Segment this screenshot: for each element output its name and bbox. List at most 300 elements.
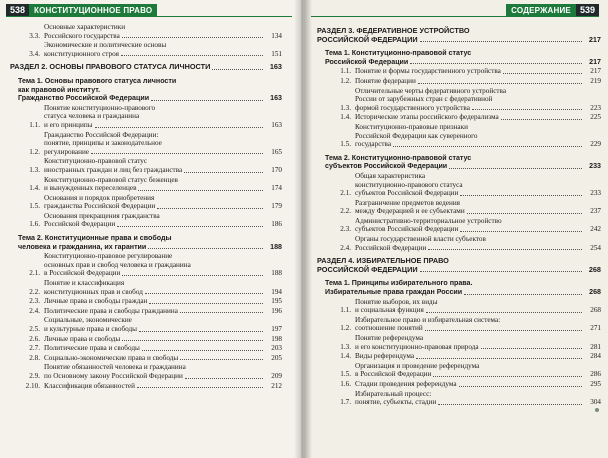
toc-page-number: 195 bbox=[271, 297, 282, 306]
toc-entry-line-text: Российской Федерации bbox=[44, 220, 116, 229]
toc-dot-leader bbox=[459, 386, 582, 387]
toc-entry-line-text: Политические права и свободы гражданина bbox=[44, 306, 178, 315]
toc-entry-line bbox=[44, 363, 282, 372]
toc-page-number: 225 bbox=[590, 113, 601, 122]
toc-dot-leader bbox=[212, 69, 263, 70]
toc-page-number: 170 bbox=[271, 165, 282, 174]
toc-page-number: 179 bbox=[271, 202, 282, 211]
toc-entry-line-text: и его принципы bbox=[44, 120, 93, 129]
toc-entry-title bbox=[355, 334, 601, 351]
toc-dot-leader bbox=[122, 340, 263, 341]
toc-entry-line-text: Организация и проведение референдума bbox=[355, 361, 480, 370]
toc-entry-number: 2.10. bbox=[25, 381, 40, 390]
toc-entry-line bbox=[44, 194, 282, 203]
toc-page-number: 134 bbox=[271, 31, 282, 40]
toc-entry-number: 1.2. bbox=[29, 147, 40, 156]
toc-entry-line-text: Понятие федерации bbox=[355, 76, 416, 85]
toc-entry-line-text: Основания прекращения гражданства bbox=[44, 211, 160, 220]
toc-dot-leader bbox=[122, 275, 263, 276]
toc-entry-line bbox=[355, 324, 601, 333]
toc-entry-title bbox=[44, 104, 282, 130]
toc-page-number: 186 bbox=[271, 220, 282, 229]
toc-entry-line bbox=[44, 184, 282, 193]
toc-entry-line-text: Общая характеристика bbox=[355, 171, 426, 180]
toc-dot-leader bbox=[138, 190, 263, 191]
toc-entry-number: 1.6. bbox=[340, 379, 351, 388]
right-running-header bbox=[311, 4, 599, 17]
toc-entry-line-text: Российской Федерации bbox=[325, 57, 409, 66]
toc-dot-leader bbox=[180, 359, 263, 360]
toc-entry-topic bbox=[317, 279, 601, 296]
toc-dot-leader bbox=[185, 378, 263, 379]
toc-entry-line bbox=[44, 202, 282, 211]
toc-entry-item bbox=[10, 382, 282, 391]
toc-entry-line-text: субъектов Российской Федерации bbox=[355, 189, 459, 198]
toc-entry-title bbox=[44, 157, 282, 174]
toc-entry-line bbox=[355, 298, 601, 307]
toc-entry-line-text: РАЗДЕЛ 2. ОСНОВЫ ПРАВОВОГО СТАТУСА ЛИЧНОСТИ bbox=[10, 62, 211, 72]
toc-entry-title bbox=[44, 23, 282, 40]
toc-page-number: 219 bbox=[590, 76, 601, 85]
toc-entry-number: 1.5. bbox=[29, 202, 40, 211]
left-table-of-contents bbox=[10, 22, 282, 390]
toc-entry-item bbox=[10, 176, 282, 193]
toc-entry-line bbox=[44, 131, 282, 140]
toc-entry-item bbox=[317, 362, 601, 379]
toc-entry-line bbox=[44, 121, 282, 130]
toc-entry-item bbox=[317, 380, 601, 389]
toc-entry-line-text: понятие, принципы и законодательное bbox=[44, 139, 162, 148]
toc-entry-item bbox=[10, 354, 282, 363]
toc-entry-number: 1.7. bbox=[340, 398, 351, 407]
toc-entry-item bbox=[317, 235, 601, 252]
toc-entry-title bbox=[317, 279, 601, 296]
toc-entry-number: 1.2. bbox=[340, 324, 351, 333]
toc-entry-line-text: конституционных прав и свобод bbox=[44, 287, 143, 296]
toc-entry-title bbox=[355, 390, 601, 407]
toc-entry-line bbox=[355, 244, 601, 253]
toc-entry-title bbox=[44, 279, 282, 296]
toc-entry-title bbox=[44, 41, 282, 58]
toc-entry-number: 1.3. bbox=[340, 103, 351, 112]
toc-entry-line-text: Классификация обязанностей bbox=[44, 381, 135, 390]
toc-entry-line bbox=[18, 243, 282, 252]
toc-dot-leader bbox=[501, 119, 582, 120]
toc-entry-line-text: гражданства Российской Федерации bbox=[44, 202, 156, 211]
toc-page-number: 304 bbox=[590, 398, 601, 407]
toc-entry-line bbox=[44, 316, 282, 325]
toc-entry-topic bbox=[317, 154, 601, 171]
toc-page-number: 237 bbox=[590, 207, 601, 216]
toc-entry-line bbox=[44, 261, 282, 270]
toc-entry-line-text: формой государственного устройства bbox=[355, 103, 470, 112]
toc-entry-title bbox=[44, 316, 282, 333]
toc-entry-line-text: Отличительные черты федеративного устройства bbox=[355, 86, 507, 95]
toc-entry-line bbox=[325, 58, 601, 67]
toc-page-number: 174 bbox=[271, 184, 282, 193]
toc-entry-number: 3.3. bbox=[29, 31, 40, 40]
toc-entry-line-text: Стадии проведения референдума bbox=[355, 379, 457, 388]
toc-entry-number: 2.4. bbox=[340, 243, 351, 252]
toc-dot-leader bbox=[91, 153, 263, 154]
toc-entry-line-text: Социально-экономические права и свободы bbox=[44, 353, 179, 362]
toc-dot-leader bbox=[438, 404, 582, 405]
toc-entry-title bbox=[44, 307, 282, 316]
toc-entry-line-text: Административно-территориальное устройство bbox=[355, 216, 502, 225]
toc-entry-title bbox=[355, 298, 601, 315]
right-header-title: СОДЕРЖАНИЕ bbox=[506, 4, 576, 16]
toc-entry-line bbox=[325, 162, 601, 171]
toc-entry-item bbox=[10, 297, 282, 306]
toc-entry-line-text: Тема 2. Конституционные права и свободы bbox=[18, 234, 172, 243]
toc-entry-line-text: как правовой институт. bbox=[18, 85, 101, 94]
toc-dot-leader bbox=[460, 231, 582, 232]
toc-entry-line-text: РОССИЙСКОЙ ФЕДЕРАЦИИ bbox=[317, 264, 418, 274]
toc-page-number: 242 bbox=[590, 225, 601, 234]
toc-dot-leader bbox=[449, 168, 582, 169]
toc-page-number: 165 bbox=[271, 147, 282, 156]
left-page-number: 538 bbox=[6, 4, 29, 16]
toc-entry-number: 2.3. bbox=[29, 297, 40, 306]
toc-entry-line bbox=[44, 325, 282, 334]
toc-page-number: 217 bbox=[589, 57, 601, 66]
toc-entry-line bbox=[18, 234, 282, 243]
toc-entry-line-text: Основания и порядок приобретения bbox=[44, 193, 155, 202]
toc-page-number: 205 bbox=[271, 353, 282, 362]
toc-entry-line-text: государства bbox=[355, 140, 392, 149]
toc-entry-line-text: соотношение понятий bbox=[355, 324, 423, 333]
toc-entry-title bbox=[44, 363, 282, 380]
toc-dot-leader bbox=[426, 312, 582, 313]
toc-dot-leader bbox=[472, 109, 582, 110]
toc-entry-title bbox=[355, 352, 601, 361]
toc-entry-line-text: Тема 1. Принципы избирательного права. bbox=[325, 279, 473, 288]
toc-entry-line-text: Конституционно-правовое регулирование bbox=[44, 252, 173, 261]
book-gutter-shadow bbox=[294, 0, 312, 458]
toc-entry-line-text: Тема 1. Конституционно-правовой статус bbox=[325, 49, 472, 58]
toc-entry-title bbox=[355, 77, 601, 86]
toc-entry-line-text: и вынужденных переселенцев bbox=[44, 184, 137, 193]
toc-page-number: 217 bbox=[588, 34, 601, 44]
toc-entry-item bbox=[10, 363, 282, 380]
toc-entry-line-text: Избирательный процесс: bbox=[355, 389, 432, 398]
toc-entry-line bbox=[44, 157, 282, 166]
toc-entry-line-text: в Российской Федерации bbox=[355, 370, 432, 379]
toc-entry-line bbox=[355, 316, 601, 325]
toc-entry-line-text: Гражданство Российской Федерации: bbox=[44, 130, 159, 139]
toc-page-number: 209 bbox=[271, 371, 282, 380]
toc-page-number: 271 bbox=[590, 324, 601, 333]
toc-entry-line-text: Органы государственной власти субъектов bbox=[355, 235, 486, 244]
toc-entry-line-text: по Основному закону Российской Федерации bbox=[44, 371, 183, 380]
toc-page-number: 196 bbox=[271, 306, 282, 315]
toc-dot-leader bbox=[393, 146, 582, 147]
toc-entry-line-text: РАЗДЕЛ 3. ФЕДЕРАТИВНОЕ УСТРОЙСТВО bbox=[317, 26, 470, 35]
toc-entry-line bbox=[317, 36, 601, 45]
toc-entry-topic bbox=[317, 49, 601, 66]
toc-entry-line-text: Основные характеристики bbox=[44, 23, 126, 31]
toc-entry-title bbox=[355, 123, 601, 149]
toc-dot-leader bbox=[410, 63, 582, 64]
toc-entry-line bbox=[44, 344, 282, 353]
toc-entry-line-text: субъектов Российской Федерации bbox=[355, 225, 459, 234]
toc-entry-item bbox=[10, 194, 282, 211]
toc-entry-line bbox=[355, 306, 601, 315]
toc-page-number: 163 bbox=[270, 94, 282, 103]
left-running-header bbox=[6, 4, 292, 17]
toc-entry-line-text: Российской Федерации как суверенного bbox=[355, 131, 478, 140]
toc-entry-title bbox=[355, 172, 601, 198]
toc-entry-title bbox=[44, 297, 282, 306]
toc-entry-number: 2.2. bbox=[29, 287, 40, 296]
toc-entry-number: 2.1. bbox=[340, 189, 351, 198]
toc-entry-item bbox=[317, 316, 601, 333]
toc-entry-line-text: Понятие обязанностей человека и гражданина bbox=[44, 363, 186, 372]
toc-entry-line-text: Понятие референдума bbox=[355, 334, 424, 342]
toc-entry-item bbox=[317, 77, 601, 86]
toc-entry-item bbox=[317, 334, 601, 351]
toc-entry-line bbox=[355, 370, 601, 379]
toc-entry-line-text: и культурные права и свободы bbox=[44, 325, 138, 333]
toc-page-number: 188 bbox=[271, 269, 282, 278]
toc-entry-line bbox=[44, 252, 282, 261]
toc-entry-line-text: Исторические этапы российского федерализма bbox=[355, 113, 499, 122]
page-spot-mark bbox=[595, 408, 599, 412]
toc-entry-number: 1.1. bbox=[340, 67, 351, 76]
toc-entry-sec bbox=[317, 257, 601, 274]
toc-entry-title bbox=[44, 335, 282, 344]
toc-dot-leader bbox=[122, 37, 263, 38]
toc-dot-leader bbox=[503, 73, 582, 74]
toc-entry-item bbox=[10, 307, 282, 316]
toc-entry-line-text: Личные права и свободы bbox=[44, 334, 121, 343]
toc-entry-line bbox=[44, 354, 282, 363]
toc-entry-line-text: Российской Федерации bbox=[355, 243, 427, 252]
toc-entry-line-text: Понятие и формы государственного устройства bbox=[355, 67, 501, 76]
toc-entry-title bbox=[10, 63, 282, 72]
toc-page-number: 233 bbox=[590, 189, 601, 198]
toc-entry-number: 1.5. bbox=[340, 370, 351, 379]
toc-entry-line-text: Избирательное право и избирательная система: bbox=[355, 315, 501, 324]
toc-entry-line-text: человека и гражданина, их гарантии bbox=[18, 242, 147, 251]
toc-entry-line bbox=[44, 32, 282, 41]
toc-entry-title bbox=[355, 87, 601, 113]
toc-entry-title bbox=[317, 257, 601, 274]
toc-entry-number: 1.4. bbox=[340, 352, 351, 361]
toc-entry-line bbox=[355, 390, 601, 399]
toc-entry-line-text: между Федерацией и ее субъектами bbox=[355, 207, 465, 216]
toc-entry-title bbox=[44, 131, 282, 157]
toc-entry-item bbox=[10, 252, 282, 278]
toc-dot-leader bbox=[481, 348, 582, 349]
toc-page-number: 163 bbox=[269, 62, 282, 72]
toc-entry-line bbox=[355, 352, 601, 361]
toc-entry-number: 2.8. bbox=[29, 353, 40, 362]
toc-entry-number: 2.5. bbox=[29, 325, 40, 333]
toc-entry-number: 1.1. bbox=[340, 306, 351, 315]
toc-page-number: 197 bbox=[271, 325, 282, 333]
toc-entry-number: 1.3. bbox=[340, 342, 351, 351]
toc-dot-leader bbox=[95, 127, 264, 128]
toc-dot-leader bbox=[420, 41, 582, 42]
toc-entry-number: 1.4. bbox=[340, 113, 351, 122]
toc-entry-line-text: в Российской Федерации bbox=[44, 269, 121, 278]
toc-entry-line bbox=[325, 154, 601, 163]
toc-entry-title bbox=[44, 344, 282, 353]
toc-dot-leader bbox=[428, 249, 582, 250]
toc-entry-line bbox=[355, 199, 601, 208]
toc-entry-title bbox=[44, 382, 282, 391]
toc-entry-number: 3.4. bbox=[29, 49, 40, 58]
toc-page-number: 223 bbox=[590, 103, 601, 112]
toc-entry-title bbox=[355, 67, 601, 76]
toc-entry-line-text: Разграничение предметов ведения bbox=[355, 198, 460, 207]
toc-entry-number: 1.4. bbox=[29, 184, 40, 193]
toc-page-number: 163 bbox=[271, 120, 282, 129]
toc-dot-leader bbox=[184, 172, 263, 173]
toc-page-number: 286 bbox=[590, 370, 601, 379]
toc-entry-item bbox=[317, 123, 601, 149]
toc-entry-item bbox=[317, 217, 601, 234]
toc-entry-item bbox=[10, 157, 282, 174]
toc-entry-number: 2.6. bbox=[29, 334, 40, 343]
toc-page-number: 295 bbox=[590, 379, 601, 388]
toc-entry-item bbox=[317, 67, 601, 76]
toc-entry-line-text: Экономические и политические основы bbox=[44, 41, 167, 50]
toc-entry-line-text: Гражданство Российской Федерации bbox=[18, 94, 150, 103]
toc-entry-line bbox=[355, 95, 601, 104]
toc-entry-line bbox=[355, 189, 601, 198]
toc-dot-leader bbox=[117, 226, 263, 227]
toc-entry-item bbox=[10, 131, 282, 157]
toc-entry-line bbox=[44, 288, 282, 297]
toc-entry-line bbox=[18, 94, 282, 103]
toc-entry-item bbox=[317, 298, 601, 315]
toc-page-number: 233 bbox=[589, 162, 601, 171]
toc-dot-leader bbox=[416, 358, 582, 359]
toc-entry-title bbox=[44, 212, 282, 229]
toc-entry-number: 2.1. bbox=[29, 269, 40, 278]
toc-entry-line bbox=[44, 212, 282, 221]
toc-dot-leader bbox=[142, 350, 263, 351]
toc-entry-title bbox=[44, 354, 282, 363]
toc-entry-title bbox=[355, 316, 601, 333]
toc-entry-line bbox=[44, 166, 282, 175]
toc-page-number: 212 bbox=[271, 381, 282, 390]
toc-entry-line bbox=[44, 307, 282, 316]
toc-entry-line-text: регулирование bbox=[44, 147, 90, 156]
toc-page-number: 203 bbox=[271, 344, 282, 353]
toc-entry-title bbox=[355, 235, 601, 252]
toc-entry-number: 1.6. bbox=[29, 220, 40, 229]
toc-entry-line bbox=[355, 104, 601, 113]
toc-entry-line bbox=[355, 380, 601, 389]
left-page bbox=[0, 0, 301, 458]
toc-dot-leader bbox=[433, 376, 582, 377]
toc-entry-line bbox=[355, 123, 601, 132]
toc-entry-title bbox=[317, 154, 601, 171]
toc-entry-item bbox=[10, 41, 282, 58]
toc-entry-line bbox=[325, 288, 601, 297]
toc-entry-line bbox=[44, 41, 282, 50]
toc-entry-line-text: иностранных граждан и лиц без гражданства bbox=[44, 165, 183, 174]
toc-entry-number: 1.5. bbox=[340, 140, 351, 149]
toc-entry-line bbox=[355, 132, 601, 141]
toc-entry-line bbox=[18, 86, 282, 95]
toc-entry-line bbox=[44, 148, 282, 157]
toc-dot-leader bbox=[180, 312, 263, 313]
toc-page-number: 229 bbox=[590, 140, 601, 149]
toc-entry-line bbox=[18, 77, 282, 86]
toc-entry-line bbox=[44, 139, 282, 148]
toc-entry-title bbox=[355, 199, 601, 216]
toc-entry-line-text: Тема 2. Конституционно-правовой статус bbox=[325, 153, 472, 162]
toc-entry-number: 1.1. bbox=[29, 120, 40, 129]
toc-entry-line-text: конституционного строя bbox=[44, 49, 119, 58]
toc-entry-line-text: Понятие выборов, их виды bbox=[355, 297, 438, 306]
toc-entry-number: 2.9. bbox=[29, 371, 40, 380]
toc-entry-line-text: конституционно-правового статуса bbox=[355, 180, 463, 189]
toc-entry-line bbox=[325, 49, 601, 58]
toc-entry-line bbox=[44, 104, 282, 113]
toc-entry-line bbox=[44, 297, 282, 306]
toc-entry-line-text: РАЗДЕЛ 4. ИЗБИРАТЕЛЬНОЕ ПРАВО bbox=[317, 256, 449, 266]
toc-entry-line bbox=[355, 334, 601, 343]
toc-entry-line bbox=[355, 113, 601, 122]
toc-entry-title bbox=[317, 49, 601, 66]
toc-entry-sec bbox=[317, 27, 601, 44]
toc-entry-title bbox=[355, 362, 601, 379]
toc-entry-line bbox=[44, 279, 282, 288]
toc-entry-line-text: Понятие и классификация bbox=[44, 279, 125, 288]
toc-entry-item bbox=[10, 335, 282, 344]
toc-entry-item bbox=[10, 23, 282, 40]
toc-entry-line-text: основных прав и свобод человека и гражданина bbox=[44, 260, 191, 269]
left-header-title: КОНСТИТУЦИОННОЕ ПРАВО bbox=[29, 4, 157, 16]
toc-page-number: 188 bbox=[270, 242, 282, 251]
toc-entry-line bbox=[355, 398, 601, 407]
right-page bbox=[303, 0, 608, 458]
toc-entry-line bbox=[355, 77, 601, 86]
toc-entry-line-text: Социальные, экономические bbox=[44, 316, 132, 325]
toc-entry-title bbox=[44, 252, 282, 278]
toc-entry-item bbox=[317, 172, 601, 198]
toc-entry-line-text: и его конституционно-правовая природа bbox=[355, 342, 479, 351]
toc-dot-leader bbox=[137, 387, 263, 388]
toc-entry-number: 2.2. bbox=[340, 207, 351, 216]
toc-entry-line bbox=[44, 50, 282, 59]
toc-entry-line-text: Понятие конституционно-правового bbox=[44, 103, 156, 112]
toc-dot-leader bbox=[148, 248, 263, 249]
toc-entry-title bbox=[317, 27, 601, 44]
toc-dot-leader bbox=[420, 271, 582, 272]
toc-entry-line-text: Тема 1. Основы правового статуса личности bbox=[18, 76, 177, 85]
toc-entry-title bbox=[355, 113, 601, 122]
toc-entry-line bbox=[355, 172, 601, 181]
toc-entry-title bbox=[355, 217, 601, 234]
toc-entry-item bbox=[317, 352, 601, 361]
toc-entry-title bbox=[10, 77, 282, 103]
toc-page-number: 217 bbox=[590, 67, 601, 76]
toc-dot-leader bbox=[464, 294, 582, 295]
toc-entry-line-text: Политические права и свободы bbox=[44, 344, 140, 353]
toc-page-number: 194 bbox=[271, 287, 282, 296]
toc-entry-item bbox=[317, 390, 601, 407]
toc-entry-line-text: Личные права и свободы граждан bbox=[44, 297, 148, 306]
toc-entry-line bbox=[44, 335, 282, 344]
toc-dot-leader bbox=[121, 55, 263, 56]
toc-entry-line-text: статуса человека и гражданина bbox=[44, 112, 140, 121]
